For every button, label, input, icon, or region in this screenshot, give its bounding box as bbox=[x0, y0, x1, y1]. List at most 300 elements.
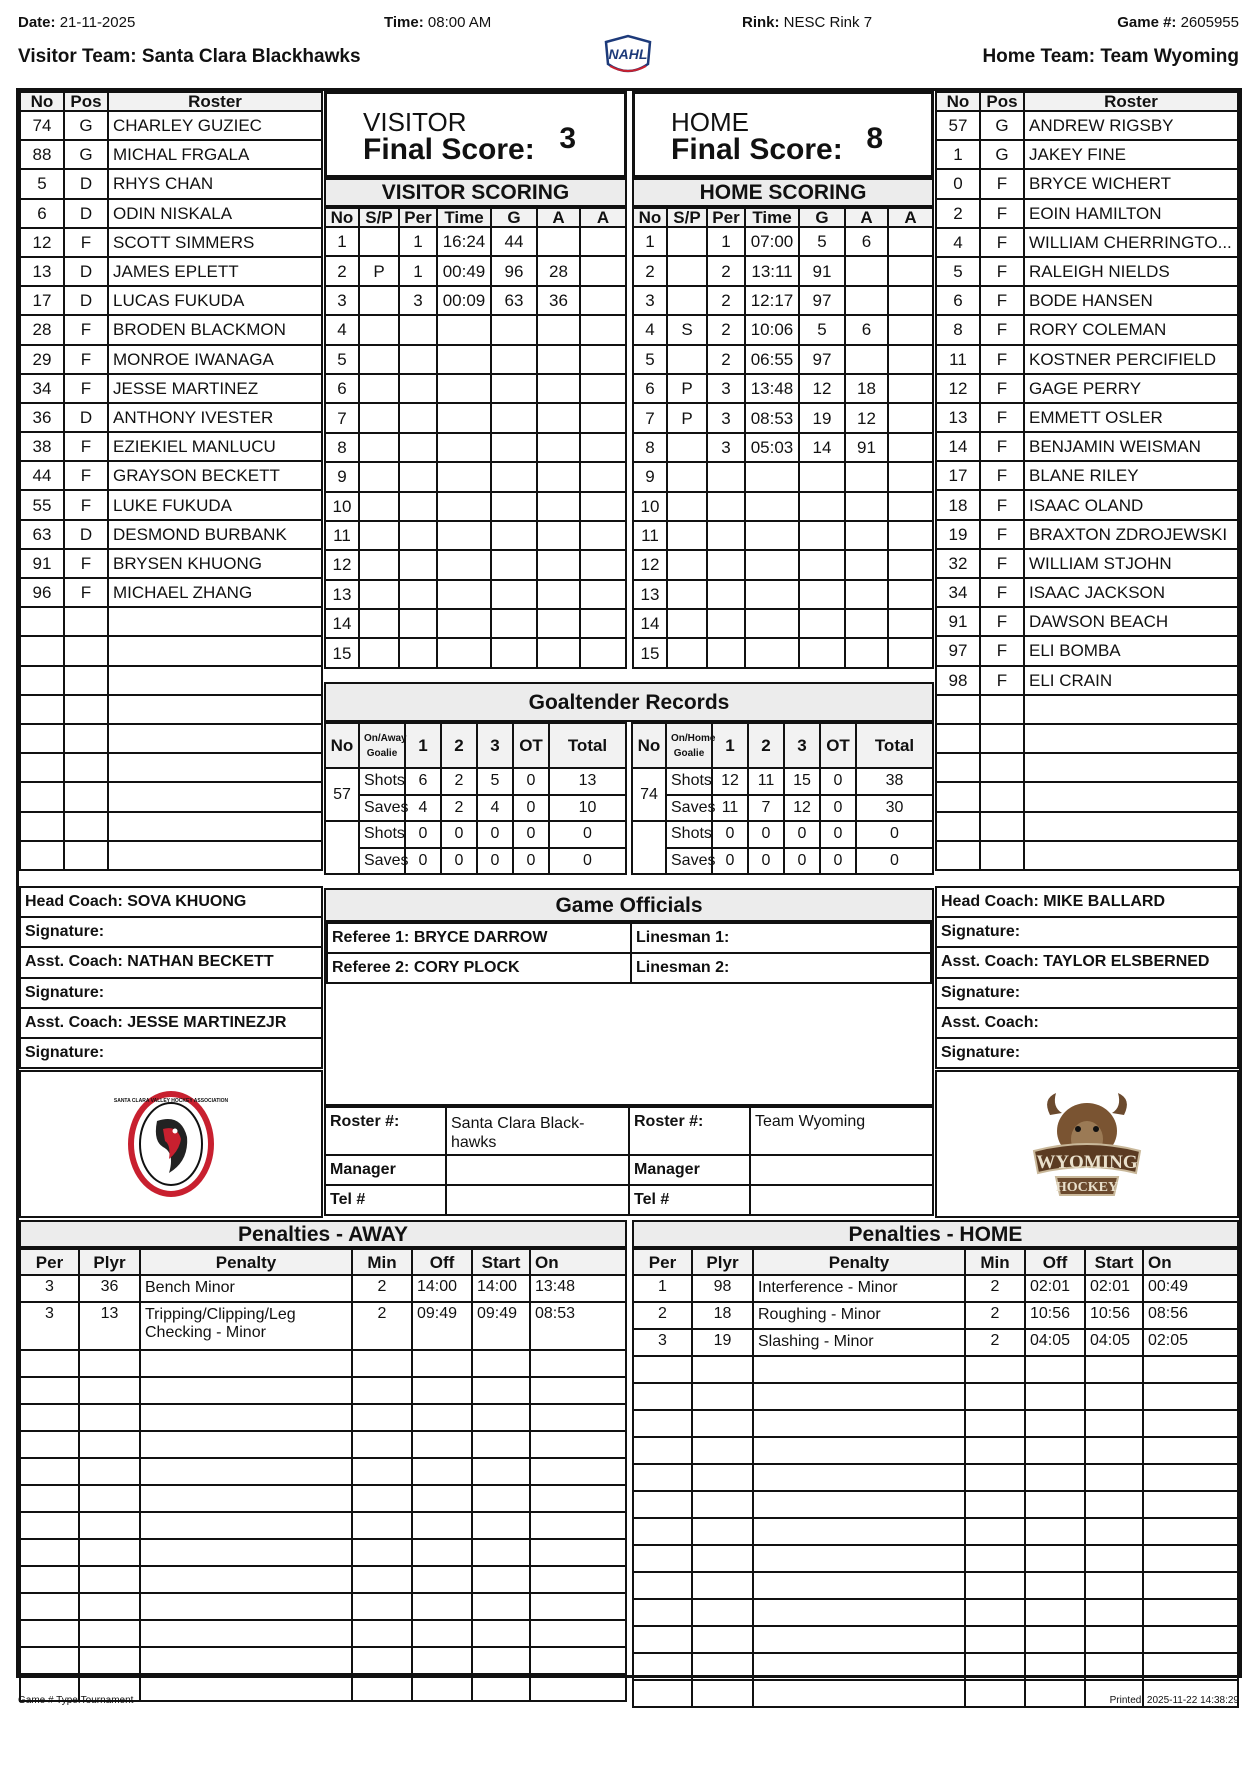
penalty-cell bbox=[753, 1356, 965, 1383]
penalty-row bbox=[20, 1539, 626, 1566]
roster-row-cell: F bbox=[980, 549, 1024, 578]
goalie-cell: Saves bbox=[359, 848, 405, 875]
scoring-row-cell: 10:06 bbox=[745, 315, 799, 344]
scoring-row-cell bbox=[799, 580, 845, 609]
roster-row bbox=[936, 228, 1238, 257]
penalty-cell bbox=[633, 1626, 692, 1653]
scoring-row-cell bbox=[399, 403, 437, 432]
penalty-cell bbox=[530, 1620, 626, 1647]
scoring-row-cell: 1 bbox=[399, 227, 437, 256]
penalty-cell bbox=[20, 1377, 79, 1404]
scoring-row-cell bbox=[888, 345, 933, 374]
penalty-cell bbox=[530, 1458, 626, 1485]
penalty-row bbox=[633, 1302, 1238, 1329]
penalty-cell bbox=[1143, 1626, 1238, 1653]
goalie-row bbox=[632, 768, 933, 795]
scoring-row-cell: 12 bbox=[799, 374, 845, 403]
penalty-cell bbox=[530, 1647, 626, 1674]
penalty-cell bbox=[140, 1674, 352, 1701]
scoring-row-cell bbox=[799, 609, 845, 638]
visitor-scoring: VISITOR SCORING No S/P Per Time G A A 1 1 16:24 44 2 P 1 00:49 96 28 3 3 00:09 63 36 4 5 6 7 8 9 10 11 12 13 14 15 bbox=[324, 178, 627, 669]
visitor-logo-cell bbox=[19, 1070, 323, 1218]
scoring-row bbox=[325, 609, 626, 638]
coach-line: Signature: bbox=[936, 978, 1238, 1008]
goalie-cell: Saves bbox=[359, 795, 405, 822]
scoring-row-cell bbox=[707, 462, 745, 491]
scoring-row-cell bbox=[580, 227, 626, 256]
roster-row bbox=[20, 199, 322, 228]
scoring-row-cell: 2 bbox=[707, 286, 745, 315]
goalie-cell: 0 bbox=[748, 848, 784, 875]
scoring-row bbox=[325, 315, 626, 344]
scoring-row-cell bbox=[491, 550, 537, 579]
roster-row-cell: BRODEN BLACKMON bbox=[108, 315, 322, 344]
penalty-cell bbox=[692, 1437, 753, 1464]
scoring-row-cell bbox=[888, 462, 933, 491]
scoring-row-cell: 9 bbox=[633, 462, 667, 491]
goalie-cell: 0 bbox=[712, 848, 748, 875]
roster-row-cell bbox=[64, 607, 108, 636]
roster-row-cell: F bbox=[64, 461, 108, 490]
penalty-cell bbox=[633, 1653, 692, 1680]
roster-row bbox=[20, 286, 322, 315]
roster-row-cell: F bbox=[980, 199, 1024, 228]
penalty-cell: 08:56 bbox=[1143, 1302, 1238, 1329]
scoring-row-cell bbox=[537, 580, 580, 609]
roster-row-cell bbox=[108, 666, 322, 695]
roster-row-cell: 74 bbox=[20, 111, 64, 140]
goalie-cell: 13 bbox=[549, 768, 626, 795]
penalty-cell bbox=[472, 1350, 530, 1377]
home-team-title: Home Team: Team Wyoming bbox=[982, 46, 1239, 67]
penalty-cell bbox=[1143, 1518, 1238, 1545]
roster-row bbox=[936, 199, 1238, 228]
penalty-cell bbox=[1085, 1518, 1143, 1545]
penalty-row bbox=[20, 1620, 626, 1647]
penalty-cell bbox=[753, 1680, 965, 1707]
roster-row-cell: 17 bbox=[936, 461, 980, 490]
scoring-row-cell: 6 bbox=[845, 315, 888, 344]
scoring-row-cell bbox=[399, 638, 437, 667]
penalty-cell bbox=[530, 1404, 626, 1431]
penalty-cell bbox=[140, 1539, 352, 1566]
roster-row bbox=[20, 666, 322, 695]
scoring-row-cell: 97 bbox=[799, 345, 845, 374]
scoring-row bbox=[325, 638, 626, 667]
roster-row-cell bbox=[20, 753, 64, 782]
roster-row-cell: F bbox=[980, 490, 1024, 519]
roster-row-cell: BRYCE WICHERT bbox=[1024, 169, 1238, 198]
roster-row-cell: F bbox=[980, 257, 1024, 286]
penalties-home: Penalties - HOME Per Plyr Penalty Min Off Start On 1 98 Interference - Minor 2 02:01 02:01 00:49 2 18 Roughing - Minor 2 10:56 10:56 08:56 3 19 Slashing - Minor 2 04:05 04:05 02:05 bbox=[632, 1220, 1239, 1708]
penalty-row bbox=[20, 1350, 626, 1377]
penalty-cell bbox=[140, 1485, 352, 1512]
penalty-cell bbox=[472, 1377, 530, 1404]
goalie-number bbox=[325, 821, 359, 874]
penalty-row bbox=[20, 1593, 626, 1620]
referee-1: Referee 1: BRYCE DARROW bbox=[327, 923, 631, 953]
goalie-number bbox=[632, 821, 666, 874]
scoring-row-cell: 9 bbox=[325, 462, 359, 491]
scoring-row-cell bbox=[667, 227, 707, 256]
roster-row-cell: D bbox=[64, 257, 108, 286]
roster-row-cell bbox=[64, 812, 108, 841]
penalty-cell bbox=[412, 1458, 472, 1485]
scoring-row-cell bbox=[359, 521, 399, 550]
roster-row-cell bbox=[936, 724, 980, 753]
goalie-cell: 0 bbox=[820, 795, 856, 822]
scoring-row-cell bbox=[580, 433, 626, 462]
roster-row-cell: F bbox=[980, 228, 1024, 257]
rink-field: Rink: NESC Rink 7 bbox=[742, 14, 873, 31]
goalie-cell: 0 bbox=[477, 848, 513, 875]
penalty-cell: Interference - Minor bbox=[753, 1275, 965, 1302]
goalie-cell: 0 bbox=[856, 848, 933, 875]
penalty-cell bbox=[1025, 1383, 1085, 1410]
scoring-row bbox=[633, 638, 933, 667]
penalty-row bbox=[633, 1464, 1238, 1491]
footer-game-type: Game # Type:Tournament bbox=[18, 1695, 134, 1706]
game-officials: Game Officials Referee 1: BRYCE DARROW Linesman 1: Referee 2: CORY PLOCK Linesman 2: bbox=[324, 888, 934, 1106]
scoring-row-cell bbox=[359, 462, 399, 491]
scoring-row-cell bbox=[491, 521, 537, 550]
scoring-row-cell: S bbox=[667, 315, 707, 344]
scoring-row-cell bbox=[667, 433, 707, 462]
scoring-row-cell: 13 bbox=[633, 580, 667, 609]
scoring-row-cell: 16:24 bbox=[437, 227, 491, 256]
home-logo-cell bbox=[935, 1070, 1239, 1218]
roster-row bbox=[936, 636, 1238, 665]
scoring-row-cell bbox=[799, 521, 845, 550]
roster-row bbox=[20, 812, 322, 841]
roster-row-cell bbox=[20, 841, 64, 870]
penalty-cell bbox=[1143, 1599, 1238, 1626]
penalty-cell bbox=[412, 1350, 472, 1377]
scoring-row-cell bbox=[888, 609, 933, 638]
penalty-cell bbox=[965, 1491, 1025, 1518]
roster-row bbox=[936, 286, 1238, 315]
goalie-cell: 2 bbox=[441, 768, 477, 795]
roster-row-cell bbox=[980, 841, 1024, 870]
penalty-cell bbox=[20, 1404, 79, 1431]
scoring-row-cell: 91 bbox=[799, 256, 845, 285]
scoring-row-cell bbox=[580, 315, 626, 344]
scoring-row-cell: 1 bbox=[707, 227, 745, 256]
penalty-cell bbox=[472, 1458, 530, 1485]
scoring-row-cell: 8 bbox=[325, 433, 359, 462]
penalty-cell bbox=[412, 1593, 472, 1620]
scoring-row-cell: 4 bbox=[325, 315, 359, 344]
scoring-row-cell: 19 bbox=[799, 403, 845, 432]
penalty-cell: 2 bbox=[965, 1302, 1025, 1329]
roster-row-cell: F bbox=[64, 345, 108, 374]
scoring-row-cell: 15 bbox=[633, 638, 667, 667]
goalie-cell: 6 bbox=[405, 768, 441, 795]
roster-row bbox=[936, 461, 1238, 490]
penalty-cell bbox=[352, 1620, 412, 1647]
penalty-cell bbox=[692, 1680, 753, 1707]
nahl-logo bbox=[600, 32, 656, 80]
roster-row-cell bbox=[980, 695, 1024, 724]
penalty-cell bbox=[753, 1653, 965, 1680]
roster-row-cell: F bbox=[980, 345, 1024, 374]
roster-row-cell: F bbox=[980, 520, 1024, 549]
roster-row-cell bbox=[936, 841, 980, 870]
scoring-row-cell bbox=[399, 609, 437, 638]
roster-row-cell: F bbox=[980, 636, 1024, 665]
roster-row-cell: G bbox=[980, 111, 1024, 140]
penalty-cell bbox=[472, 1593, 530, 1620]
scoring-row-cell: 13:48 bbox=[745, 374, 799, 403]
scoring-row-cell: P bbox=[359, 256, 399, 285]
scoring-row-cell bbox=[667, 256, 707, 285]
time-field: Time: 08:00 AM bbox=[384, 14, 492, 31]
penalty-cell bbox=[530, 1512, 626, 1539]
scoring-row-cell: 15 bbox=[325, 638, 359, 667]
penalty-cell bbox=[20, 1512, 79, 1539]
penalty-cell bbox=[753, 1464, 965, 1491]
roster-row-cell bbox=[108, 753, 322, 782]
penalty-cell bbox=[965, 1626, 1025, 1653]
scoring-row-cell: 3 bbox=[633, 286, 667, 315]
penalty-cell bbox=[965, 1545, 1025, 1572]
scoring-row-cell bbox=[667, 638, 707, 667]
scoring-row-cell bbox=[845, 345, 888, 374]
penalties-away: Penalties - AWAY Per Plyr Penalty Min Off Start On 3 36 Bench Minor 2 14:00 14:00 13:48 3 13 Tripping/Clipping/Leg Checking - Minor 2 09:49 09:49 08:53 bbox=[19, 1220, 627, 1702]
penalty-cell bbox=[412, 1647, 472, 1674]
scoring-row-cell bbox=[491, 374, 537, 403]
roster-row-cell: 44 bbox=[20, 461, 64, 490]
scoring-row-cell bbox=[437, 462, 491, 491]
scoring-row-cell bbox=[359, 345, 399, 374]
scoring-row bbox=[633, 521, 933, 550]
penalty-cell bbox=[633, 1545, 692, 1572]
penalty-cell bbox=[692, 1491, 753, 1518]
home-final-score: HOME Final Score: 8 bbox=[632, 91, 934, 178]
scoring-row-cell bbox=[888, 227, 933, 256]
scoring-row-cell bbox=[359, 315, 399, 344]
roster-row-cell: 14 bbox=[936, 432, 980, 461]
scoring-row-cell bbox=[359, 550, 399, 579]
scoring-row-cell: 5 bbox=[325, 345, 359, 374]
scoring-row-cell bbox=[888, 580, 933, 609]
roster-row-cell: 8 bbox=[936, 315, 980, 344]
roster-row-cell: GRAYSON BECKETT bbox=[108, 461, 322, 490]
penalty-cell bbox=[692, 1572, 753, 1599]
scoring-row-cell bbox=[399, 462, 437, 491]
roster-row-cell: ELI BOMBA bbox=[1024, 636, 1238, 665]
scoring-row-cell: 3 bbox=[399, 286, 437, 315]
scoring-row-cell bbox=[799, 492, 845, 521]
roster-row-cell: SCOTT SIMMERS bbox=[108, 228, 322, 257]
roster-row-cell bbox=[108, 695, 322, 724]
penalty-cell bbox=[140, 1404, 352, 1431]
scoring-row-cell bbox=[437, 345, 491, 374]
scoring-row-cell bbox=[580, 374, 626, 403]
penalty-cell bbox=[412, 1485, 472, 1512]
scoring-row-cell: 1 bbox=[633, 227, 667, 256]
penalty-row bbox=[633, 1356, 1238, 1383]
roster-row-cell bbox=[20, 666, 64, 695]
goalie-row bbox=[325, 848, 626, 875]
penalty-cell bbox=[140, 1620, 352, 1647]
penalty-cell bbox=[692, 1410, 753, 1437]
roster-row-cell bbox=[980, 812, 1024, 841]
penalty-cell bbox=[20, 1566, 79, 1593]
roster-row-cell: 34 bbox=[936, 578, 980, 607]
scoring-row-cell bbox=[745, 638, 799, 667]
scoring-row-cell: 96 bbox=[491, 256, 537, 285]
scoring-row-cell bbox=[437, 374, 491, 403]
goalie-row bbox=[632, 821, 933, 848]
scoring-row-cell bbox=[799, 638, 845, 667]
roster-row-cell: 13 bbox=[20, 257, 64, 286]
penalty-cell bbox=[1085, 1626, 1143, 1653]
scoring-row bbox=[325, 492, 626, 521]
penalty-cell bbox=[352, 1404, 412, 1431]
scoring-row-cell bbox=[537, 403, 580, 432]
roster-row-cell bbox=[20, 812, 64, 841]
penalty-cell: Bench Minor bbox=[140, 1275, 352, 1302]
penalty-cell: 00:49 bbox=[1143, 1275, 1238, 1302]
roster-row bbox=[936, 374, 1238, 403]
roster-row-cell: EMMETT OSLER bbox=[1024, 403, 1238, 432]
penalty-cell: 04:05 bbox=[1085, 1329, 1143, 1356]
penalty-cell bbox=[79, 1458, 140, 1485]
penalty-cell bbox=[20, 1350, 79, 1377]
penalty-cell bbox=[753, 1410, 965, 1437]
roster-row bbox=[936, 345, 1238, 374]
roster-row-cell: F bbox=[980, 432, 1024, 461]
goalie-cell: Shots bbox=[666, 768, 712, 795]
goalie-row bbox=[632, 848, 933, 875]
goalie-cell: 0 bbox=[549, 821, 626, 848]
svg-text:HOCKEY: HOCKEY bbox=[1055, 1180, 1119, 1195]
penalty-cell bbox=[692, 1653, 753, 1680]
roster-row bbox=[20, 578, 322, 607]
roster-row-cell bbox=[64, 782, 108, 811]
roster-row-cell bbox=[108, 607, 322, 636]
penalty-cell: 14:00 bbox=[412, 1275, 472, 1302]
penalty-row bbox=[633, 1653, 1238, 1680]
scoring-row-cell bbox=[537, 462, 580, 491]
penalty-cell bbox=[412, 1566, 472, 1593]
roster-row-cell: RALEIGH NIELDS bbox=[1024, 257, 1238, 286]
roster-row-cell: D bbox=[64, 286, 108, 315]
scoring-row-cell: 00:49 bbox=[437, 256, 491, 285]
penalty-cell bbox=[1085, 1464, 1143, 1491]
scoring-row-cell bbox=[437, 492, 491, 521]
roster-row-cell: 5 bbox=[936, 257, 980, 286]
scoring-row-cell bbox=[491, 462, 537, 491]
penalty-cell bbox=[412, 1620, 472, 1647]
penalty-cell bbox=[472, 1512, 530, 1539]
penalty-cell bbox=[79, 1566, 140, 1593]
roster-row-cell: MONROE IWANAGA bbox=[108, 345, 322, 374]
goalie-cell: 0 bbox=[513, 848, 549, 875]
roster-row-cell bbox=[108, 782, 322, 811]
goalie-cell: Saves bbox=[666, 848, 712, 875]
penalty-cell bbox=[965, 1653, 1025, 1680]
scoring-row-cell: 3 bbox=[325, 286, 359, 315]
visitor-team-title: Visitor Team: Santa Clara Blackhawks bbox=[18, 46, 361, 67]
penalty-row bbox=[20, 1458, 626, 1485]
scoring-row-cell bbox=[845, 256, 888, 285]
scoring-row-cell bbox=[888, 286, 933, 315]
penalty-cell bbox=[633, 1491, 692, 1518]
scoring-row-cell bbox=[888, 521, 933, 550]
penalty-row bbox=[20, 1431, 626, 1458]
scoring-row-cell: 7 bbox=[633, 403, 667, 432]
scoring-row-cell bbox=[359, 609, 399, 638]
scoring-row-cell bbox=[745, 521, 799, 550]
penalty-cell bbox=[1025, 1572, 1085, 1599]
penalty-cell: 10:56 bbox=[1085, 1302, 1143, 1329]
roster-row-cell: 13 bbox=[936, 403, 980, 432]
roster-row-cell: BLANE RILEY bbox=[1024, 461, 1238, 490]
coach-line: Signature: bbox=[936, 917, 1238, 947]
roster-row-cell: 4 bbox=[936, 228, 980, 257]
penalty-cell bbox=[753, 1599, 965, 1626]
penalty-cell bbox=[140, 1377, 352, 1404]
roster-row-cell: F bbox=[64, 490, 108, 519]
scoring-row-cell: 13 bbox=[325, 580, 359, 609]
scoring-row-cell bbox=[845, 550, 888, 579]
scoring-row-cell bbox=[437, 550, 491, 579]
scoring-row-cell: 6 bbox=[633, 374, 667, 403]
roster-row-cell: F bbox=[980, 578, 1024, 607]
penalty-row bbox=[20, 1275, 626, 1302]
penalty-cell bbox=[633, 1464, 692, 1491]
scoring-row bbox=[325, 550, 626, 579]
scoring-row-cell bbox=[437, 638, 491, 667]
penalty-cell: Roughing - Minor bbox=[753, 1302, 965, 1329]
roster-row-cell: F bbox=[64, 432, 108, 461]
roster-row bbox=[936, 578, 1238, 607]
roster-row-cell: MICHAL FRGALA bbox=[108, 140, 322, 169]
penalty-cell bbox=[965, 1356, 1025, 1383]
roster-row bbox=[20, 403, 322, 432]
roster-row-cell: CHARLEY GUZIEC bbox=[108, 111, 322, 140]
penalty-cell bbox=[352, 1674, 412, 1701]
roster-row-cell: 6 bbox=[20, 199, 64, 228]
roster-row-cell: ISAAC JACKSON bbox=[1024, 578, 1238, 607]
roster-row-cell bbox=[20, 695, 64, 724]
penalty-cell bbox=[692, 1599, 753, 1626]
roster-row bbox=[20, 257, 322, 286]
penalty-cell bbox=[79, 1647, 140, 1674]
roster-row-cell: KOSTNER PERCIFIELD bbox=[1024, 345, 1238, 374]
roster-row-cell bbox=[108, 841, 322, 870]
penalty-row bbox=[20, 1512, 626, 1539]
penalty-cell bbox=[1085, 1410, 1143, 1437]
scoring-row-cell bbox=[359, 227, 399, 256]
scoring-row-cell bbox=[399, 492, 437, 521]
scoring-row-cell: 10 bbox=[325, 492, 359, 521]
penalty-cell: 13 bbox=[79, 1302, 140, 1350]
scoring-row-cell bbox=[491, 609, 537, 638]
goalie-cell: 0 bbox=[405, 821, 441, 848]
penalty-cell bbox=[79, 1512, 140, 1539]
scoring-row-cell bbox=[537, 374, 580, 403]
penalty-cell bbox=[20, 1620, 79, 1647]
roster-row-cell: F bbox=[980, 286, 1024, 315]
scoring-row bbox=[325, 580, 626, 609]
penalty-cell bbox=[753, 1545, 965, 1572]
penalty-cell bbox=[1143, 1383, 1238, 1410]
goalie-cell: Saves bbox=[666, 795, 712, 822]
scoring-row-cell: 5 bbox=[633, 345, 667, 374]
